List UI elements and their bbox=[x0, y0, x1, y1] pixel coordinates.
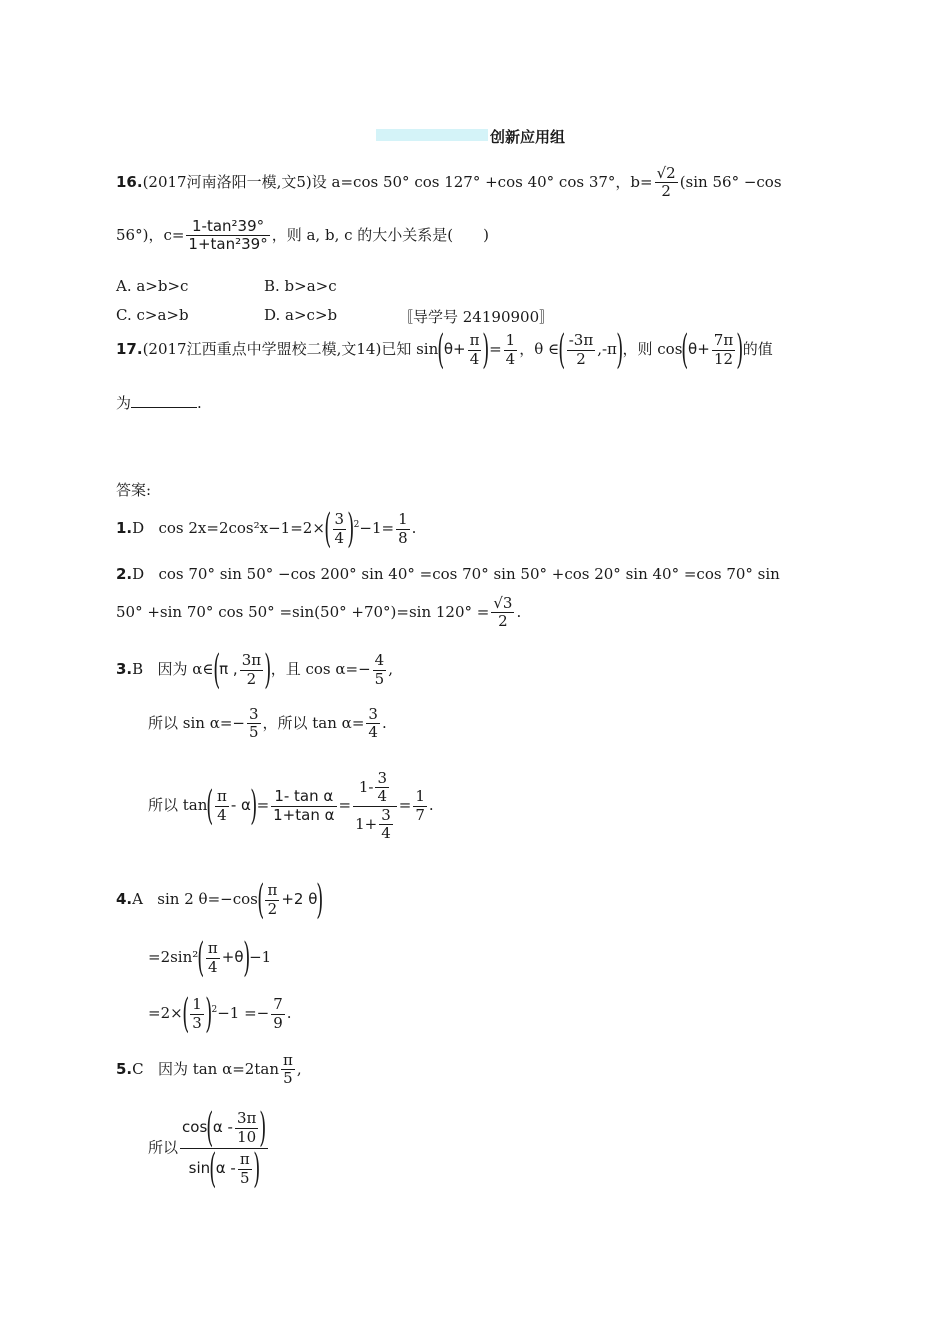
question-number: 17. bbox=[116, 340, 143, 358]
fraction-b: $\frac{√2}{2}$ bbox=[656, 164, 676, 201]
fraction-c: $\frac{\text{1-tan²39°}}{\text{1+tan²39°}}$ bbox=[188, 217, 268, 254]
option-b: B. b>a>c bbox=[264, 277, 337, 295]
question-source: (2017江西重点中学盟校二模,文14) bbox=[142, 340, 382, 358]
option-c: C. c>a>b bbox=[116, 306, 189, 324]
answers-label: 答案: bbox=[116, 481, 152, 499]
question-text: 设 a=cos 50° cos 127° +cos 40° cos 37°，b= bbox=[311, 172, 653, 191]
answer-3-line-1: 3.B 因为 α∈(π , $\frac{3\pi}{2}$ )，且 cos α=− $\frac{4}{5}$ , bbox=[116, 647, 393, 693]
question-16-line-1 bbox=[116, 165, 782, 201]
section-highlight-band bbox=[376, 129, 488, 141]
answer-5-line-2: 所以 cos(α - $\frac{3\pi}{10}$ ) sin(α - $\frac{\pi}{5}$ ) bbox=[148, 1105, 267, 1192]
section-title: 创新应用组 bbox=[490, 128, 566, 146]
option-d: D. a>c>b bbox=[264, 306, 338, 324]
answer-2-line-2: 50° +sin 70° cos 50° =sin(50° +70°)=sin 120° = $\frac{√3}{2}$ . bbox=[116, 594, 522, 631]
answer-4-line-3: =2×( $\frac{1}{3}$ )$^2$−1 =− $\frac{7}{9}$ . bbox=[148, 991, 292, 1037]
answer-3-line-3: 所以 tan( $\frac{\pi}{4}$ - α)= $\frac{\text{1- tan α}}{\text{1+tan α}}$ = 1- $\frac{3}{4}$ 1+ $\frac{3}{4}$ = $\frac{1}{7}$ . bbox=[148, 769, 434, 842]
question-text: ，则 a, b, c 的大小关系是( ) bbox=[271, 225, 489, 244]
question-source: (2017河南洛阳一模,文5) bbox=[142, 172, 312, 191]
answer-1: 1.D cos 2x=2cos²x−1=2×( $\frac{3}{4}$ )$^2$−1= $\frac{1}{8}$ . bbox=[116, 506, 417, 552]
question-17-line-1: 17.(2017江西重点中学盟校二模,文14)已知 sin(θ+ $\frac{\pi}{4}$ )= $\frac{1}{4}$ ，θ ∈( $\frac{-3\pi}{2}$ ,-π)，则 cos(θ+ $\frac{7\pi}{12}$ )的值 bbox=[116, 327, 773, 373]
question-number: 16. bbox=[116, 172, 143, 191]
answer-2-line-1: 2.D cos 70° sin 50° −cos 200° sin 40° =cos 70° sin 50° +cos 20° sin 40° =cos 70° sin bbox=[116, 565, 780, 583]
question-17-line-2: 为 . bbox=[116, 394, 202, 412]
answer-5-line-1: 5.C 因为 tan α=2tan $\frac{\pi}{5}$ , bbox=[116, 1051, 302, 1088]
question-16-line-2 bbox=[116, 218, 489, 254]
answer-3-line-2: 所以 sin α=− $\frac{3}{5}$ ，所以 tan α= $\frac{3}{4}$ . bbox=[148, 705, 387, 742]
answer-blank bbox=[131, 407, 197, 408]
answer-4-line-1: 4.A sin 2 θ=−cos( $\frac{\pi}{2}$ +2 θ) bbox=[116, 877, 324, 923]
question-text: 56°)，c= bbox=[116, 225, 185, 244]
question-text: (sin 56° −cos bbox=[679, 172, 782, 191]
answer-4-line-2: =2sin²( $\frac{\pi}{4}$ +θ)−1 bbox=[148, 935, 272, 981]
guide-number: 〚导学号 24190900〛 bbox=[398, 308, 555, 326]
option-a: A. a>b>c bbox=[116, 277, 189, 295]
